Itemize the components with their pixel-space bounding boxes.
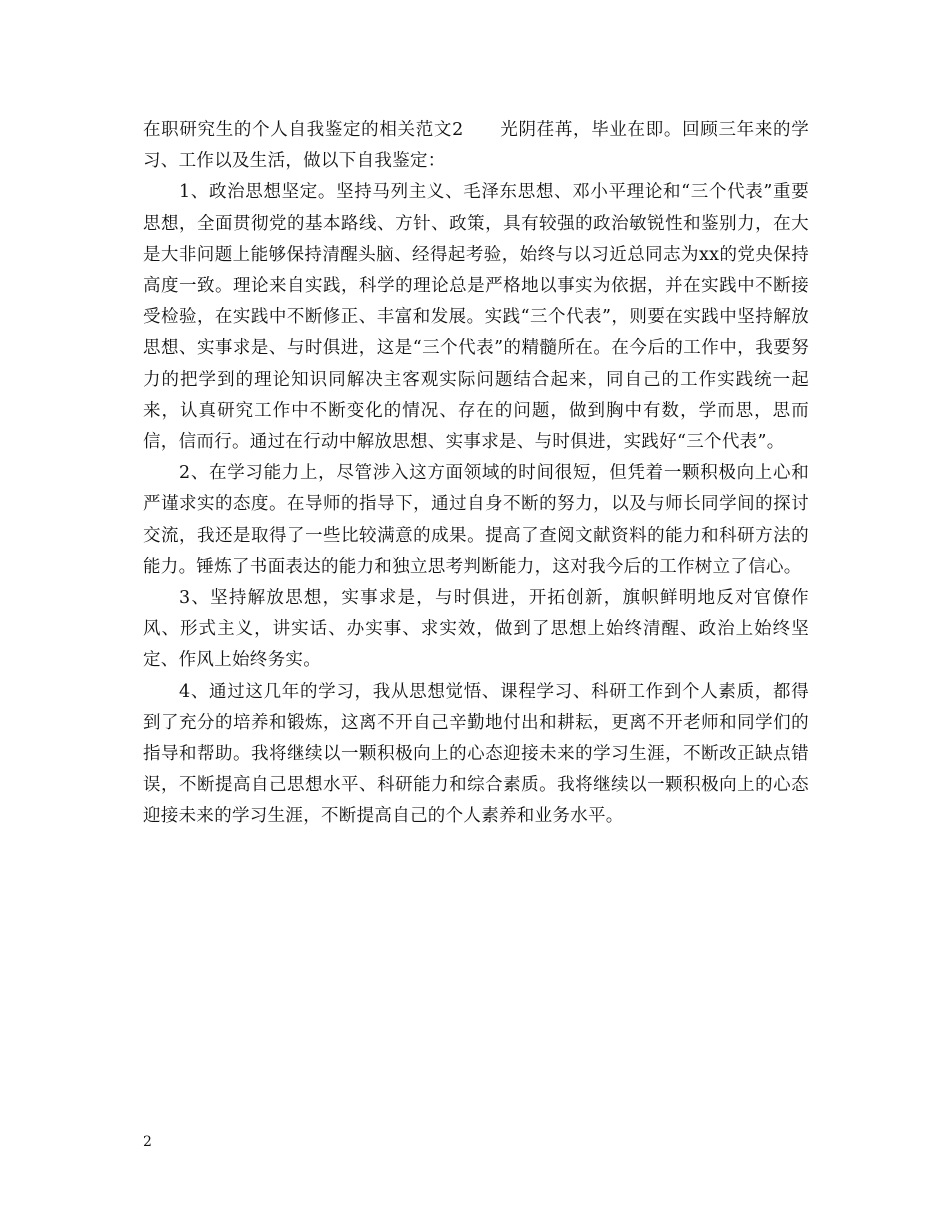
paragraph-learning-ability: 2、在学习能力上，尽管涉入这方面领域的时间很短，但凭着一颗积极向上心和严谨求实的态度。在导师的指导下，通过自身不断的努力，以及与师长同学间的探讨交流，我还是取得了一些比较满意的成果。提高了查阅文献资料的能力和科研方法的能力。锤炼了书面表达的能力和独立思考判断能力，这对我今后的工作树立了信心。 <box>143 463 809 577</box>
paragraph-work-style: 3、坚持解放思想，实事求是，与时俱进，开拓创新，旗帜鲜明地反对官僚作风、形式主义，讲实话、办实事、求实效，做到了思想上始终清醒、政治上始终坚定、作风上始终务实。 <box>143 588 809 671</box>
paragraph-political-thought: 1、政治思想坚定。坚持马列主义、毛泽东思想、邓小平理论和“三个代表”重要思想，全面贯彻党的基本路线、方针、政策，具有较强的政治敏锐性和鉴别力，在大是大非问题上能够保持清醒头脑、经得起考验，始终与以习近总同志为xx的党央保持高度一致。理论来自实践，科学的理论总是严格地以事实为依据，并在实践中不断接受检验，在实践中不断修正、丰富和发展。实践“三个代表”，则要在实践中坚持解放思想、实事求是、与时俱进，这是“三个代表”的精髓所在。在今后的工作中，我要努力的把学到的理论知识同解决主客观实际问题结合起来，同自己的工作实践统一起来，认真研究工作中不断变化的情况、存在的问题，做到胸中有数，学而思，思而信，信而行。通过在行动中解放思想、实事求是、与时俱进，实践好“三个代表”。 <box>143 182 809 453</box>
intro-paragraph: 在职研究生的个人自我鉴定的相关范文2 光阴荏苒，毕业在即。回顾三年来的学习、工作以及生活，做以下自我鉴定： <box>143 120 809 172</box>
document-body <box>143 115 809 833</box>
page-number: 2 <box>143 1134 152 1150</box>
paragraph-summary: 4、通过这几年的学习，我从思想觉悟、课程学习、科研工作到个人素质，都得到了充分的培养和锻炼，这离不开自己辛勤地付出和耕耘，更离不开老师和同学们的指导和帮助。我将继续以一颗积极向上的心态迎接未来的学习生涯，不断改正缺点错误，不断提高自己思想水平、科研能力和综合素质。我将继续以一颗积极向上的心态迎接未来的学习生涯，不断提高自己的个人素养和业务水平。 <box>143 681 809 827</box>
